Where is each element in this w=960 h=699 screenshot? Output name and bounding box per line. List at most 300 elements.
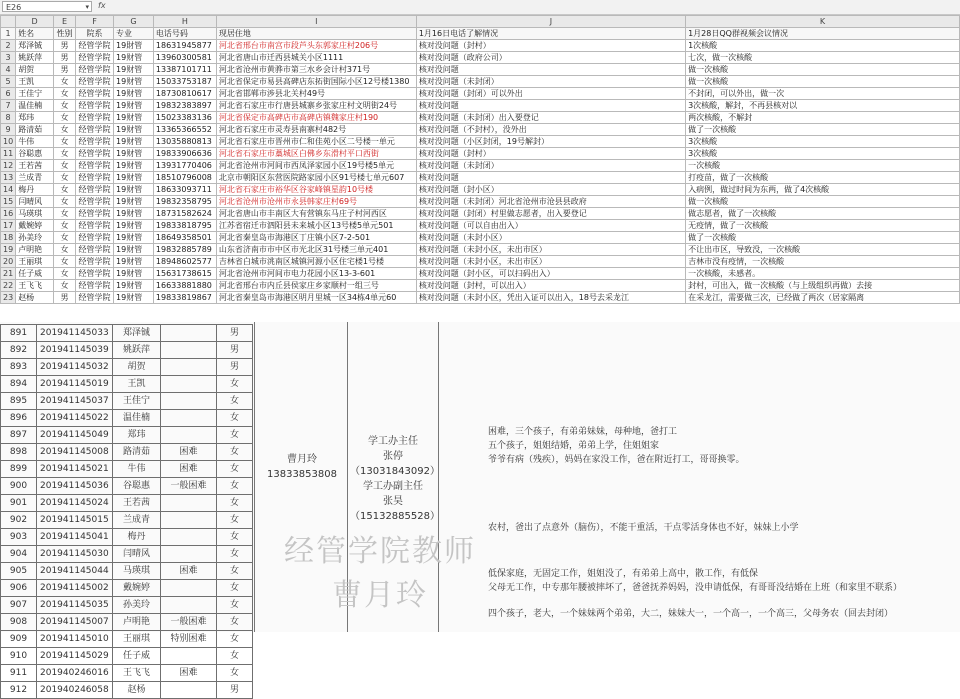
table-cell[interactable]: 经管学院: [76, 124, 114, 136]
roster-diff: 困难: [161, 563, 217, 580]
column-header[interactable]: H: [153, 16, 216, 28]
table-cell[interactable]: 河北省石家庄市行唐县城寨乡张家庄村文明街24号: [216, 100, 416, 112]
roster-seq: 893: [1, 359, 37, 376]
column-header[interactable]: I: [216, 16, 416, 28]
table-row: [1, 232, 960, 244]
table-cell[interactable]: 无疫情，做了一次核酸: [686, 220, 960, 232]
roster-row: [1, 427, 253, 444]
table-cell[interactable]: 18633093711: [153, 184, 216, 196]
table-cell[interactable]: 19财管: [114, 232, 154, 244]
roster-name: 孙美玲: [113, 597, 161, 614]
watermark: [262, 530, 498, 618]
header-cell[interactable]: 现居住地: [216, 28, 416, 40]
table-cell[interactable]: 王丽琪: [16, 256, 54, 268]
table-cell[interactable]: 核对没问题（封村）: [416, 148, 685, 160]
table-row: [1, 220, 960, 232]
table-cell[interactable]: 15631738615: [153, 268, 216, 280]
table-cell[interactable]: 男: [54, 292, 76, 304]
header-row: [1, 28, 960, 40]
table-cell[interactable]: 核对没问题（未封闭）出入要登记: [416, 112, 685, 124]
table-cell[interactable]: 18510796008: [153, 172, 216, 184]
table-cell[interactable]: 13035880813: [153, 136, 216, 148]
table-cell[interactable]: 经管学院: [76, 40, 114, 52]
row-number[interactable]: 9: [1, 124, 16, 136]
table-cell[interactable]: 郑泽铖: [16, 40, 54, 52]
table-cell[interactable]: 河北省石家庄市裕华区谷家峰镇星韵10号楼: [216, 184, 416, 196]
table-cell[interactable]: 19財管: [114, 40, 154, 52]
table-cell[interactable]: 河北省邢台市南宫市段芦头东郭家庄村206号: [216, 40, 416, 52]
table-cell[interactable]: 温佳楠: [16, 100, 54, 112]
table-cell[interactable]: 19833819867: [153, 292, 216, 304]
table-cell[interactable]: 吉林省白城市洮南区城镇河源小区住宅楼1号楼: [216, 256, 416, 268]
table-cell[interactable]: 18730810617: [153, 88, 216, 100]
roster-seq: 905: [1, 563, 37, 580]
roster-sex: 女: [217, 580, 253, 597]
table-cell[interactable]: 女: [54, 268, 76, 280]
column-header[interactable]: G: [114, 16, 154, 28]
table-cell[interactable]: 河北省保定市高碑店市高碑店镇魏家庄村190: [216, 112, 416, 124]
table-cell[interactable]: 19财管: [114, 280, 154, 292]
table-cell[interactable]: 一次核酸，未感者。: [686, 268, 960, 280]
table-cell[interactable]: 女: [54, 196, 76, 208]
header-cell[interactable]: 专业: [114, 28, 154, 40]
table-cell[interactable]: 19财管: [114, 268, 154, 280]
table-cell[interactable]: 女: [54, 148, 76, 160]
table-cell[interactable]: 19财管: [114, 124, 154, 136]
table-cell[interactable]: 经管学院: [76, 232, 114, 244]
table-row: [1, 292, 960, 304]
table-cell[interactable]: 经管学院: [76, 244, 114, 256]
header-cell[interactable]: 1月28日QQ群视频会议情况: [686, 28, 960, 40]
roster-sex: 女: [217, 665, 253, 682]
table-cell[interactable]: 19财管: [114, 220, 154, 232]
table-cell[interactable]: 18731582624: [153, 208, 216, 220]
table-cell[interactable]: 女: [54, 76, 76, 88]
table-cell[interactable]: 河北省保定市易县高碑店东拓街国际小区12号楼1380: [216, 76, 416, 88]
table-cell[interactable]: 河北省沧州市黄骅市第三水乡会计村371号: [216, 64, 416, 76]
roster-id: 201941145022: [37, 410, 113, 427]
roster-name: 姚跃萍: [113, 342, 161, 359]
table-cell[interactable]: 19财管: [114, 136, 154, 148]
table-cell[interactable]: 女: [54, 112, 76, 124]
table-cell[interactable]: 江苏省宿迁市泗阳县未来城小区13号楼5单元501: [216, 220, 416, 232]
table-cell[interactable]: 核对没问题（封闭）村里做志愿者，出入要登记: [416, 208, 685, 220]
table-cell[interactable]: 经管学院: [76, 136, 114, 148]
table-cell[interactable]: 河北省秦皇岛市海港区明月里城一区34栋4单元60: [216, 292, 416, 304]
table-cell[interactable]: 经管学院: [76, 196, 114, 208]
roster-name: 王若茜: [113, 495, 161, 512]
row-number[interactable]: 5: [1, 76, 16, 88]
table-cell[interactable]: 核对没问题（未封闭）: [416, 76, 685, 88]
roster-name: 郑泽铖: [113, 325, 161, 342]
row-number[interactable]: 2: [1, 40, 16, 52]
table-cell[interactable]: 经管学院: [76, 256, 114, 268]
table-cell[interactable]: 胡贺: [16, 64, 54, 76]
table-cell[interactable]: 做一次核酸: [686, 76, 960, 88]
table-cell[interactable]: 经管学院: [76, 280, 114, 292]
table-row: [1, 40, 960, 52]
table-cell[interactable]: 经管学院: [76, 148, 114, 160]
roster-name: 卢明艳: [113, 614, 161, 631]
table-cell[interactable]: 3次核酸，解封，不再县核对以: [686, 100, 960, 112]
table-cell[interactable]: 核对没问题（封村）: [416, 40, 685, 52]
table-cell[interactable]: 王飞飞: [16, 280, 54, 292]
roster-sex: 女: [217, 376, 253, 393]
table-row: [1, 280, 960, 292]
table-cell[interactable]: 山东省济南市市中区市光北区31号楼三单元401: [216, 244, 416, 256]
table-cell[interactable]: 王佳宁: [16, 88, 54, 100]
column-header[interactable]: K: [686, 16, 960, 28]
table-cell[interactable]: 孙美玲: [16, 232, 54, 244]
table-cell[interactable]: 谷聪惠: [16, 148, 54, 160]
table-cell[interactable]: 19财管: [114, 64, 154, 76]
table-cell[interactable]: 经管学院: [76, 100, 114, 112]
table-cell[interactable]: 女: [54, 184, 76, 196]
table-cell[interactable]: 13960300581: [153, 52, 216, 64]
table-cell[interactable]: 赵杨: [16, 292, 54, 304]
table-cell[interactable]: 经管学院: [76, 160, 114, 172]
table-cell[interactable]: 女: [54, 208, 76, 220]
row-number[interactable]: 4: [1, 64, 16, 76]
table-cell[interactable]: 男: [54, 52, 76, 64]
table-cell[interactable]: 13387101711: [153, 64, 216, 76]
table-cell[interactable]: 核对没问题（不封村），没外出: [416, 124, 685, 136]
roster-name: 兰成青: [113, 512, 161, 529]
table-cell[interactable]: 18948602577: [153, 256, 216, 268]
header-cell[interactable]: 电话号码: [153, 28, 216, 40]
roster-row: [1, 648, 253, 665]
roster-row: [1, 529, 253, 546]
table-cell[interactable]: 女: [54, 88, 76, 100]
table-row: [1, 52, 960, 64]
row-number[interactable]: 15: [1, 196, 16, 208]
table-cell[interactable]: 16633881880: [153, 280, 216, 292]
roster-sex: 女: [217, 478, 253, 495]
row-number[interactable]: 10: [1, 136, 16, 148]
roster-seq: 898: [1, 444, 37, 461]
table-cell[interactable]: 19财管: [114, 52, 154, 64]
table-cell[interactable]: 核对没问题（小区封闭，19号解封）: [416, 136, 685, 148]
row-number[interactable]: 8: [1, 112, 16, 124]
table-cell[interactable]: 核对没问题（未封小区，未出市区）: [416, 244, 685, 256]
table-cell[interactable]: 3次核酸: [686, 148, 960, 160]
table-row: [1, 208, 960, 220]
roster-row: [1, 393, 253, 410]
table-cell[interactable]: 经管学院: [76, 220, 114, 232]
table-cell[interactable]: 19财管: [114, 208, 154, 220]
table-cell[interactable]: 经管学院: [76, 208, 114, 220]
table-cell[interactable]: 经管学院: [76, 76, 114, 88]
table-cell[interactable]: 核对没问题: [416, 100, 685, 112]
table-cell[interactable]: 河北省唐山市丰南区大有营镇东马庄子村河西区: [216, 208, 416, 220]
table-cell[interactable]: 19832358795: [153, 196, 216, 208]
table-cell[interactable]: 经管学院: [76, 64, 114, 76]
table-cell[interactable]: 路清茹: [16, 124, 54, 136]
row-number[interactable]: 18: [1, 232, 16, 244]
table-cell[interactable]: 15023383136: [153, 112, 216, 124]
table-cell[interactable]: 王凯: [16, 76, 54, 88]
table-cell[interactable]: 19财管: [114, 184, 154, 196]
header-cell[interactable]: 性别: [54, 28, 76, 40]
table-cell[interactable]: 19832383897: [153, 100, 216, 112]
roster-sex: 女: [217, 529, 253, 546]
table-cell[interactable]: 河北省沧州市河间市电力花园小区13-3-601: [216, 268, 416, 280]
table-cell[interactable]: 河北省石家庄市晋州市仁和佳苑小区二号楼一单元: [216, 136, 416, 148]
row-number[interactable]: 13: [1, 172, 16, 184]
column-header[interactable]: D: [16, 16, 54, 28]
teacher-phone: 13833853808: [267, 469, 337, 480]
roster-diff: [161, 325, 217, 342]
table-cell[interactable]: 不封闭，可以外出，做一次: [686, 88, 960, 100]
table-cell[interactable]: 19833818795: [153, 220, 216, 232]
roster-sex: 女: [217, 614, 253, 631]
table-cell[interactable]: 男: [54, 40, 76, 52]
table-cell[interactable]: 在采龙江，需要做三次，已经做了两次（居家隔离: [686, 292, 960, 304]
table-cell[interactable]: 核对没问题（未封闭）河北省沧州市沧县县政府: [416, 196, 685, 208]
roster-row: [1, 614, 253, 631]
table-cell[interactable]: 王若茜: [16, 160, 54, 172]
table-cell[interactable]: 做志愿者，做了一次核酸: [686, 208, 960, 220]
header-cell[interactable]: 姓名: [16, 28, 54, 40]
roster-sex: 男: [217, 359, 253, 376]
table-cell[interactable]: 七次，做一次核酸: [686, 52, 960, 64]
header-cell[interactable]: 1月16日电话了解情况: [416, 28, 685, 40]
row-number[interactable]: 17: [1, 220, 16, 232]
table-cell[interactable]: 经管学院: [76, 172, 114, 184]
table-cell[interactable]: 经管学院: [76, 112, 114, 124]
table-cell[interactable]: 19832885789: [153, 244, 216, 256]
row-number[interactable]: 16: [1, 208, 16, 220]
table-cell[interactable]: 经管学院: [76, 88, 114, 100]
office-contact: [350, 434, 440, 524]
table-cell[interactable]: 兰成青: [16, 172, 54, 184]
table-cell[interactable]: 18649358501: [153, 232, 216, 244]
column-divider: [254, 322, 255, 632]
table-cell[interactable]: 女: [54, 124, 76, 136]
roster-name: 任子威: [113, 648, 161, 665]
roster-sex: 男: [217, 682, 253, 699]
table-cell[interactable]: 戴婉婷: [16, 220, 54, 232]
row-number[interactable]: 23: [1, 292, 16, 304]
table-cell[interactable]: 经管学院: [76, 184, 114, 196]
table-cell[interactable]: 河北省邢台市内丘县侯家庄乡家顺村一组三号: [216, 280, 416, 292]
row-number[interactable]: 7: [1, 100, 16, 112]
office-title-1: 学工办主任: [368, 436, 418, 447]
table-cell[interactable]: 19财管: [114, 172, 154, 184]
row-number[interactable]: 3: [1, 52, 16, 64]
table-cell[interactable]: 19财管: [114, 88, 154, 100]
roster-sex: 女: [217, 461, 253, 478]
table-cell[interactable]: 核对没问题（封闭）可以外出: [416, 88, 685, 100]
table-cell[interactable]: 梅丹: [16, 184, 54, 196]
roster-row: [1, 563, 253, 580]
table-cell[interactable]: 19财管: [114, 160, 154, 172]
column-header[interactable]: [1, 16, 16, 28]
table-cell[interactable]: 13931770406: [153, 160, 216, 172]
header-cell[interactable]: 院系: [76, 28, 114, 40]
table-cell[interactable]: 做一次核酸: [686, 64, 960, 76]
table-cell[interactable]: 不让出市区，导致没，一次核酸: [686, 244, 960, 256]
roster-table: [0, 324, 253, 699]
row-number[interactable]: 21: [1, 268, 16, 280]
table-cell[interactable]: 核对没问题（政府公司）: [416, 52, 685, 64]
table-cell[interactable]: 任子威: [16, 268, 54, 280]
name-box[interactable]: [2, 1, 92, 12]
roster-sex: 女: [217, 427, 253, 444]
table-cell[interactable]: 经管学院: [76, 268, 114, 280]
table-cell[interactable]: 河北省石家庄市藁城区白佛乡东滑村平口西街: [216, 148, 416, 160]
table-cell[interactable]: 卢明艳: [16, 244, 54, 256]
table-cell[interactable]: 核对没问题（未封小区，未出市区）: [416, 256, 685, 268]
roster-row: [1, 444, 253, 461]
roster-diff: [161, 682, 217, 699]
table-cell[interactable]: 吉林市没有疫情，一次核酸: [686, 256, 960, 268]
roster-seq: 909: [1, 631, 37, 648]
table-cell[interactable]: 19833906636: [153, 148, 216, 160]
table-cell[interactable]: 姚跃萍: [16, 52, 54, 64]
table-cell[interactable]: 核对没问题（封小区）: [416, 184, 685, 196]
row-number[interactable]: 14: [1, 184, 16, 196]
table-cell[interactable]: 核对没问题（可以自由出入）: [416, 220, 685, 232]
office-name-1: 张停: [383, 451, 403, 462]
roster-name: 郑玮: [113, 427, 161, 444]
roster-row: [1, 512, 253, 529]
table-cell[interactable]: 核对没问题（封村，可以出入）: [416, 280, 685, 292]
table-cell[interactable]: 1次核酸: [686, 40, 960, 52]
table-cell[interactable]: 19财管: [114, 244, 154, 256]
roster-name: 闫晴风: [113, 546, 161, 563]
table-cell[interactable]: 打疫苗，做了一次核酸: [686, 172, 960, 184]
table-cell[interactable]: 马瑛琪: [16, 208, 54, 220]
table-cell[interactable]: 经管学院: [76, 292, 114, 304]
table-cell[interactable]: 入病例，做过时间为东两，做了4次核酸: [686, 184, 960, 196]
table-cell[interactable]: 女: [54, 100, 76, 112]
table-cell[interactable]: 核对没问题: [416, 64, 685, 76]
table-cell[interactable]: 河北省沧州市河间市西凤泽家园小区19号楼5单元: [216, 160, 416, 172]
table-cell[interactable]: 一次核酸: [686, 160, 960, 172]
row-number[interactable]: 22: [1, 280, 16, 292]
column-header[interactable]: F: [76, 16, 114, 28]
chevron-down-icon[interactable]: ▾: [85, 3, 89, 11]
table-cell[interactable]: 做一次核酸: [686, 196, 960, 208]
roster-seq: 904: [1, 546, 37, 563]
table-row: [1, 76, 960, 88]
table-cell[interactable]: 做了一次核酸: [686, 124, 960, 136]
table-cell[interactable]: 北京市朝阳区东营医院路家园小区91号楼七单元607: [216, 172, 416, 184]
roster-row: [1, 665, 253, 682]
table-cell[interactable]: 核对没问题（未封小区）: [416, 232, 685, 244]
table-cell[interactable]: 核对没问题: [416, 172, 685, 184]
table-cell[interactable]: 女: [54, 244, 76, 256]
table-cell[interactable]: 女: [54, 280, 76, 292]
table-cell[interactable]: 19财管: [114, 76, 154, 88]
office-title-2: 学工办副主任: [363, 481, 423, 492]
table-cell[interactable]: 女: [54, 160, 76, 172]
row-number[interactable]: 12: [1, 160, 16, 172]
roster-name: 王凯: [113, 376, 161, 393]
hardship-note: 五个孩子，姐姐结婚，弟弟上学，住姐姐家: [488, 441, 660, 451]
row-number[interactable]: 19: [1, 244, 16, 256]
roster-sex: 女: [217, 546, 253, 563]
table-cell[interactable]: 河北省石家庄市灵寿县南寨村482号: [216, 124, 416, 136]
roster-name: 王佳宁: [113, 393, 161, 410]
table-cell[interactable]: 19财管: [114, 148, 154, 160]
table-row: [1, 100, 960, 112]
roster-sex: 女: [217, 393, 253, 410]
table-cell[interactable]: 13365366552: [153, 124, 216, 136]
table-cell[interactable]: 封村，可出入，做一次核酸（与上级组织再做）去接: [686, 280, 960, 292]
roster-name: 王丽琪: [113, 631, 161, 648]
table-cell[interactable]: 19财管: [114, 112, 154, 124]
table-cell[interactable]: 河北省沧州市沧州市永县韩家庄村69号: [216, 196, 416, 208]
cell-reference: E26: [6, 3, 22, 12]
office-phone-2: （15132885528）: [350, 511, 440, 522]
roster-sex: 女: [217, 648, 253, 665]
roster-row: [1, 325, 253, 342]
hardship-note: 父母无工作，中专那年腰被摔坏了，爸爸抚养妈妈，没申请低保，有哥哥没结婚在上班（和家里不联系）: [488, 583, 903, 593]
table-cell[interactable]: 河北省秦皇岛市海港区丁庄镇小区7-2-501: [216, 232, 416, 244]
table-cell[interactable]: 3次核酸: [686, 136, 960, 148]
column-header[interactable]: J: [416, 16, 685, 28]
roster-name: 王飞飞: [113, 665, 161, 682]
table-cell[interactable]: 男: [54, 64, 76, 76]
table-cell[interactable]: 女: [54, 220, 76, 232]
table-cell[interactable]: 核对没问题（封小区，可以扫码出入）: [416, 268, 685, 280]
table-cell[interactable]: 女: [54, 136, 76, 148]
table-cell[interactable]: 河北省邯郸市涉县北关村49号: [216, 88, 416, 100]
roster-seq: 908: [1, 614, 37, 631]
roster-seq: 897: [1, 427, 37, 444]
table-cell[interactable]: 女: [54, 172, 76, 184]
row-number[interactable]: 20: [1, 256, 16, 268]
table-cell[interactable]: 经管学院: [76, 52, 114, 64]
table-cell[interactable]: 女: [54, 232, 76, 244]
table-cell[interactable]: 15033753187: [153, 76, 216, 88]
column-header[interactable]: E: [54, 16, 76, 28]
roster-id: 201941145041: [37, 529, 113, 546]
table-cell[interactable]: 两次核酸，不解封: [686, 112, 960, 124]
table-cell[interactable]: 河北省唐山市迁西县城关小区1111: [216, 52, 416, 64]
roster-name: 赵杨: [113, 682, 161, 699]
table-cell[interactable]: 核对没问题（未封小区，凭出入证可以出入，18号去采龙江: [416, 292, 685, 304]
roster-id: 201941145033: [37, 325, 113, 342]
row-number[interactable]: 6: [1, 88, 16, 100]
roster-id: 201941145024: [37, 495, 113, 512]
table-cell[interactable]: 18631945877: [153, 40, 216, 52]
table-cell[interactable]: 女: [54, 256, 76, 268]
table-row: [1, 112, 960, 124]
table-cell[interactable]: 做了一次核酸: [686, 232, 960, 244]
roster-diff: [161, 376, 217, 393]
roster-name: 谷聪惠: [113, 478, 161, 495]
row-number[interactable]: 11: [1, 148, 16, 160]
table-cell[interactable]: 19财管: [114, 100, 154, 112]
table-cell[interactable]: 牛伟: [16, 136, 54, 148]
roster-sex: 女: [217, 444, 253, 461]
table-cell[interactable]: 核对没问题（未封闭）: [416, 160, 685, 172]
table-cell[interactable]: 19财管: [114, 292, 154, 304]
watermark-line-2: 曹月玲: [332, 578, 428, 613]
roster-seq: 891: [1, 325, 37, 342]
roster-sex: 男: [217, 325, 253, 342]
table-cell[interactable]: 19财管: [114, 196, 154, 208]
roster-sex: 女: [217, 597, 253, 614]
table-cell[interactable]: 19财管: [114, 256, 154, 268]
table-cell[interactable]: 闫晴风: [16, 196, 54, 208]
roster-seq: 896: [1, 410, 37, 427]
row-number[interactable]: 1: [1, 28, 16, 40]
table-cell[interactable]: 郑玮: [16, 112, 54, 124]
